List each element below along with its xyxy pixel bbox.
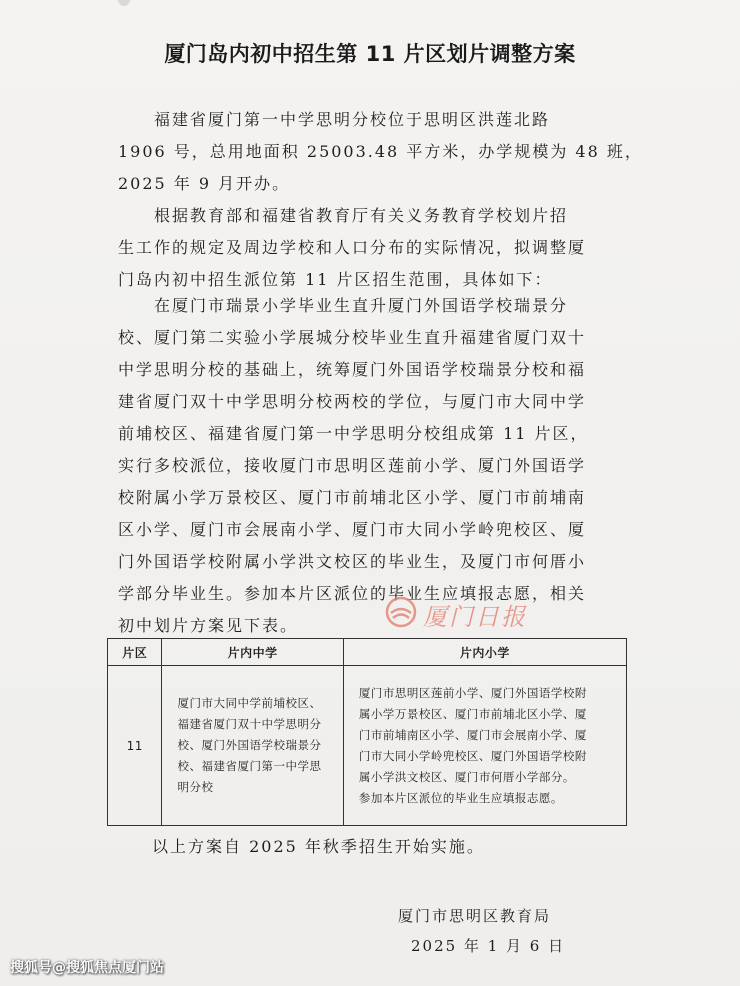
header-primary-schools: 片内小学 (343, 639, 626, 666)
paragraph-line: 中学思明分校的基础上，统筹厦门外国语学校瑞景分校和福 (118, 360, 587, 379)
paragraph-line: 区小学、厦门市会展南小学、厦门市大同小学岭兜校区、厦 (118, 520, 587, 539)
paragraph-line: 门外国语学校附属小学洪文校区的毕业生，及厦门市何厝小 (118, 552, 587, 571)
paragraph-line: 前埔校区、福建省厦门第一中学思明分校组成第 11 片区， (118, 424, 589, 443)
paragraph-line: 门岛内初中招生派位第 11 片区招生范围，具体如下： (118, 270, 553, 289)
cell-line: 校、福建省厦门第一中学思 (177, 759, 322, 773)
newspaper-logo-icon (385, 596, 417, 628)
cell-line: 明分校 (177, 780, 214, 794)
paragraph-line: 校、厦门第二实验小学展城分校毕业生直升福建省厦门双十 (118, 328, 587, 347)
closing-statement: 以上方案自 2025 年秋季招生开始实施。 (152, 837, 485, 856)
paragraph-line: 生工作的规定及周边学校和人口分布的实际情况，拟调整厦 (118, 238, 587, 257)
header-zone: 片区 (108, 639, 162, 666)
source-watermark: 搜狐号@搜狐焦点厦门站 (10, 960, 164, 976)
paragraph-line: 实行多校派位，接收厦门市思明区莲前小学、厦门外国语学 (118, 456, 587, 475)
issue-date: 2025 年 1 月 6 日 (411, 937, 566, 955)
paragraph-line: 建省厦门双十中学思明分校两校的学位，与厦门市大同中学 (118, 392, 587, 411)
cell-line: 厦门市大同中学前埔校区、 (177, 696, 322, 710)
paragraph-3 (118, 290, 618, 642)
paragraph-line: 学部分毕业生。参加本片区派位的毕业生应填报志愿，相关 (118, 584, 587, 603)
zone-number: 11 (108, 666, 162, 826)
zone-table (107, 638, 627, 826)
paragraph-line: 1906 号，总用地面积 25003.48 平方米，办学规模为 48 班， (118, 142, 643, 161)
paragraph-line: 在厦门市瑞景小学毕业生直升厦门外国语学校瑞景分 (154, 296, 569, 315)
table-row (108, 666, 627, 826)
paragraph-line: 根据教育部和福建省教育厅有关义务教育学校划片招 (154, 206, 569, 225)
cell-line: 参加本片区派位的毕业生应填报志愿。 (358, 790, 563, 805)
newspaper-watermark-stamp (385, 594, 545, 634)
cell-line: 门市前埔南区小学、厦门市会展南小学、厦 (358, 727, 587, 742)
cell-line: 属小学万景校区、厦门市前埔北区小学、厦 (358, 706, 587, 721)
paragraph-1 (118, 104, 643, 200)
paragraph-2 (118, 200, 618, 296)
primary-schools-cell (343, 666, 626, 826)
issuing-authority: 厦门市思明区教育局 (398, 907, 552, 925)
document-title: 厦门岛内初中招生第 11 片区划片调整方案 (164, 42, 576, 66)
paragraph-line: 初中划片方案见下表。 (118, 616, 299, 635)
cell-line: 福建省厦门双十中学思明分 (177, 717, 322, 731)
cell-line: 属小学洪文校区、厦门市何厝小学部分。 (358, 769, 575, 784)
scan-mark (118, 0, 130, 6)
header-middle-schools: 片内中学 (162, 639, 343, 666)
paragraph-line: 2025 年 9 月开办。 (118, 174, 291, 193)
middle-schools-cell (162, 666, 343, 826)
cell-line: 门市大同小学岭兜校区、厦门外国语学校附 (358, 748, 587, 763)
paragraph-line: 福建省厦门第一中学思明分校位于思明区洪莲北路 (154, 110, 551, 129)
paragraph-line: 校附属小学万景校区、厦门市前埔北区小学、厦门市前埔南 (118, 488, 587, 507)
table-header-row (108, 639, 627, 666)
stamp-text: 厦门日报 (423, 603, 527, 631)
cell-line: 校、厦门外国语学校瑞景分 (177, 738, 322, 752)
cell-line: 厦门市思明区莲前小学、厦门外国语学校附 (358, 685, 587, 700)
